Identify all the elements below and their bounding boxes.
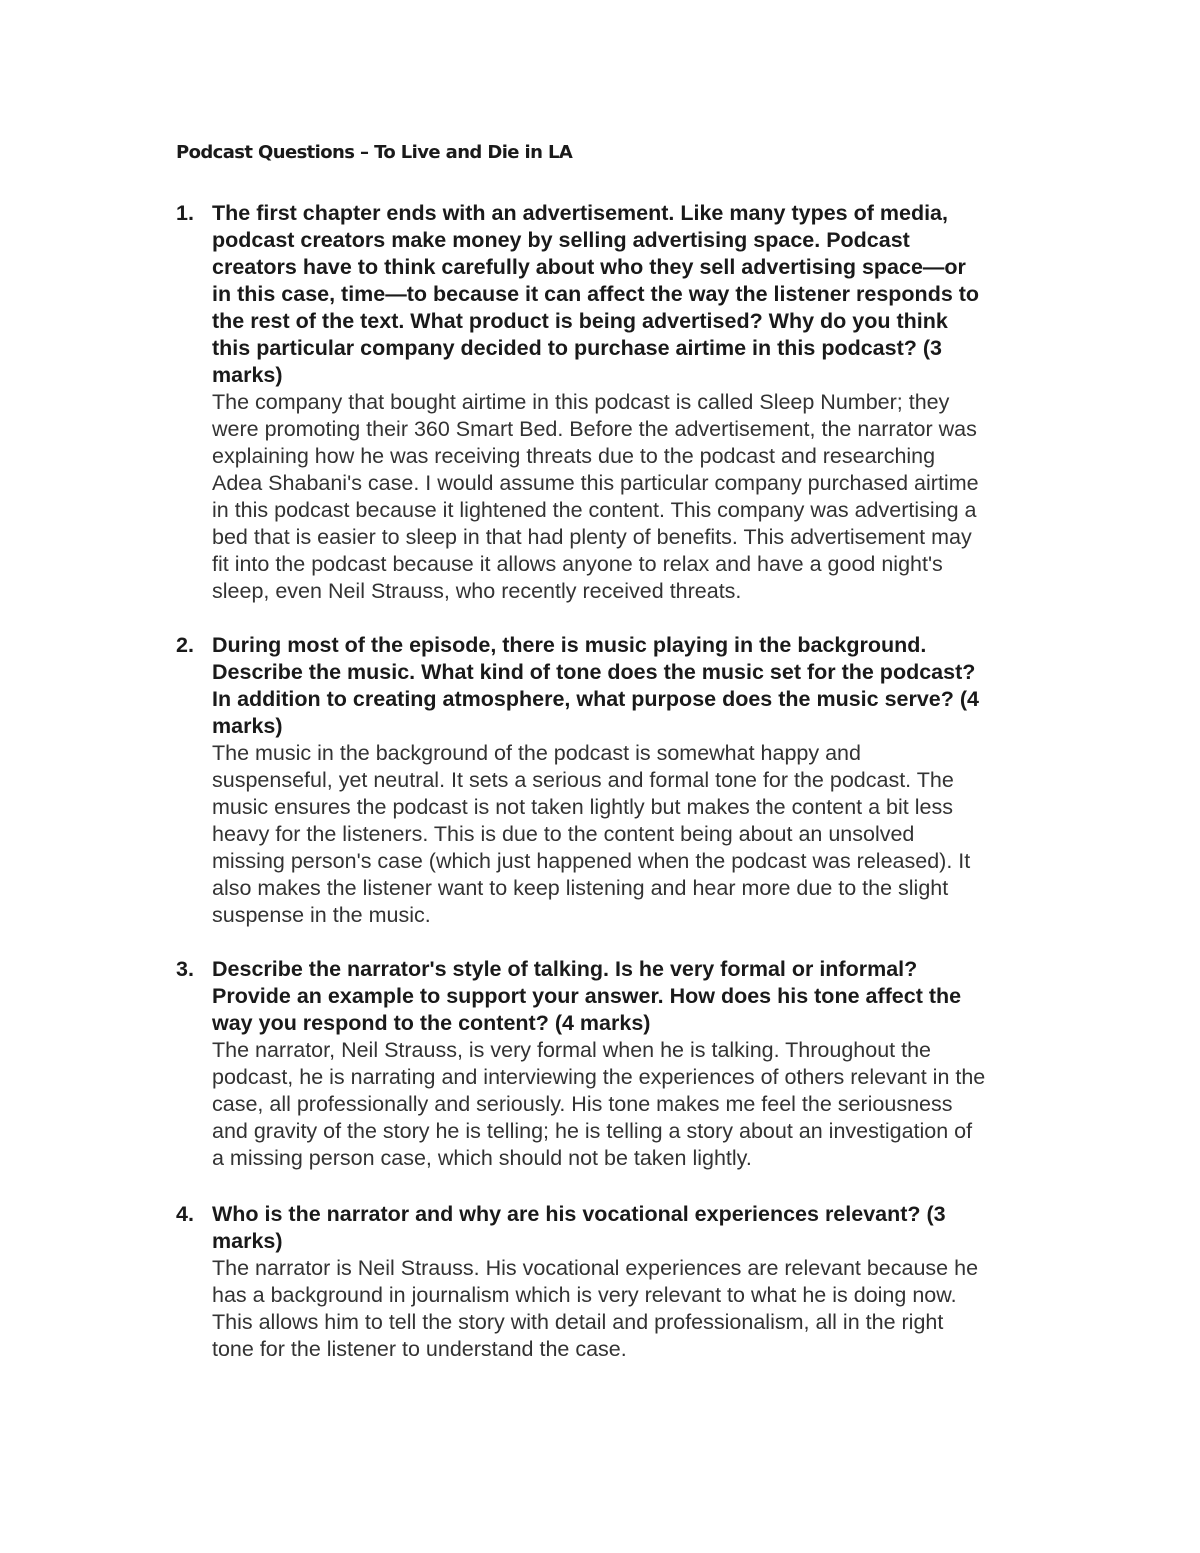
answer-line: fit into the podcast because it allows anyone to relax and have a good night's — [212, 552, 943, 576]
question-line: In addition to creating atmosphere, what purpose does the music serve? (4 — [212, 687, 979, 711]
answer-line: in this podcast because it lightened the content. This company was advertising a — [212, 498, 977, 522]
question-body — [212, 956, 1070, 1172]
answer-line: podcast, he is narrating and interviewing the experiences of others relevant in the — [212, 1065, 986, 1089]
answer-line: heavy for the listeners. This is due to the content being about an unsolved — [212, 822, 915, 846]
question-line: podcast creators make money by selling advertising space. Podcast — [212, 228, 910, 252]
answer-line: has a background in journalism which is very relevant to what he is doing now. — [212, 1283, 957, 1307]
question-number: 1. — [176, 201, 194, 225]
answer-line: The narrator, Neil Strauss, is very formal when he is talking. Throughout the — [212, 1038, 932, 1062]
question-line: Describe the music. What kind of tone does the music set for the podcast? — [212, 660, 976, 684]
question-line: Who is the narrator and why are his vocational experiences relevant? (3 — [212, 1202, 946, 1226]
question-body — [212, 1201, 1070, 1363]
question-text — [212, 200, 1070, 389]
answer-line: suspense in the music. — [212, 903, 431, 927]
question-line: the rest of the text. What product is being advertised? Why do you think — [212, 309, 948, 333]
question-line: marks) — [212, 363, 283, 387]
question-number: 4. — [176, 1202, 194, 1226]
answer-line: a missing person case, which should not be taken lightly. — [212, 1146, 752, 1170]
question-line: marks) — [212, 1229, 283, 1253]
answer-line: missing person's case (which just happened when the podcast was released). It — [212, 849, 971, 873]
question-text — [212, 1201, 1070, 1255]
question-line: creators have to think carefully about who they sell advertising space—or — [212, 255, 966, 279]
answer-line: The narrator is Neil Strauss. His vocational experiences are relevant because he — [212, 1256, 979, 1280]
answer-text — [212, 1255, 1070, 1363]
question-line: marks) — [212, 714, 283, 738]
question-line: During most of the episode, there is music playing in the background. — [212, 633, 927, 657]
question-number: 2. — [176, 633, 194, 657]
question-line: way you respond to the content? (4 marks) — [212, 1011, 651, 1035]
question-line: Describe the narrator's style of talking. Is he very formal or informal? — [212, 957, 918, 981]
answer-line: The music in the background of the podcast is somewhat happy and — [212, 741, 861, 765]
answer-line: The company that bought airtime in this podcast is called Sleep Number; they — [212, 390, 950, 414]
answer-text — [212, 1037, 1070, 1172]
answer-line: This allows him to tell the story with detail and professionalism, all in the right — [212, 1310, 944, 1334]
question-line: this particular company decided to purchase airtime in this podcast? (3 — [212, 336, 942, 360]
answer-text — [212, 740, 1070, 929]
question-body — [212, 632, 1070, 929]
question-line: Provide an example to support your answer. How does his tone affect the — [212, 984, 962, 1008]
answer-line: suspenseful, yet neutral. It sets a serious and formal tone for the podcast. The — [212, 768, 954, 792]
question-number: 3. — [176, 957, 194, 981]
answer-line: Adea Shabani's case. I would assume this particular company purchased airtime — [212, 471, 979, 495]
answer-line: sleep, even Neil Strauss, who recently received threats. — [212, 579, 742, 603]
question-line: in this case, time—to because it can affect the way the listener responds to — [212, 282, 980, 306]
answer-line: explaining how he was receiving threats due to the podcast and researching — [212, 444, 936, 468]
document-title: Podcast Questions – To Live and Die in LA — [176, 142, 573, 163]
question-line: The first chapter ends with an advertisement. Like many types of media, — [212, 201, 948, 225]
answer-line: tone for the listener to understand the case. — [212, 1337, 627, 1361]
answer-line: bed that is easier to sleep in that had plenty of benefits. This advertisement may — [212, 525, 972, 549]
question-text — [212, 956, 1070, 1037]
answer-line: also makes the listener want to keep listening and hear more due to the slight — [212, 876, 949, 900]
answer-line: music ensures the podcast is not taken lightly but makes the content a bit less — [212, 795, 953, 819]
question-body — [212, 200, 1070, 605]
answer-text — [212, 389, 1070, 605]
answer-line: and gravity of the story he is telling; he is telling a story about an investigation of — [212, 1119, 973, 1143]
question-text — [212, 632, 1070, 740]
answer-line: case, all professionally and seriously. His tone makes me feel the seriousness — [212, 1092, 953, 1116]
answer-line: were promoting their 360 Smart Bed. Before the advertisement, the narrator was — [212, 417, 977, 441]
